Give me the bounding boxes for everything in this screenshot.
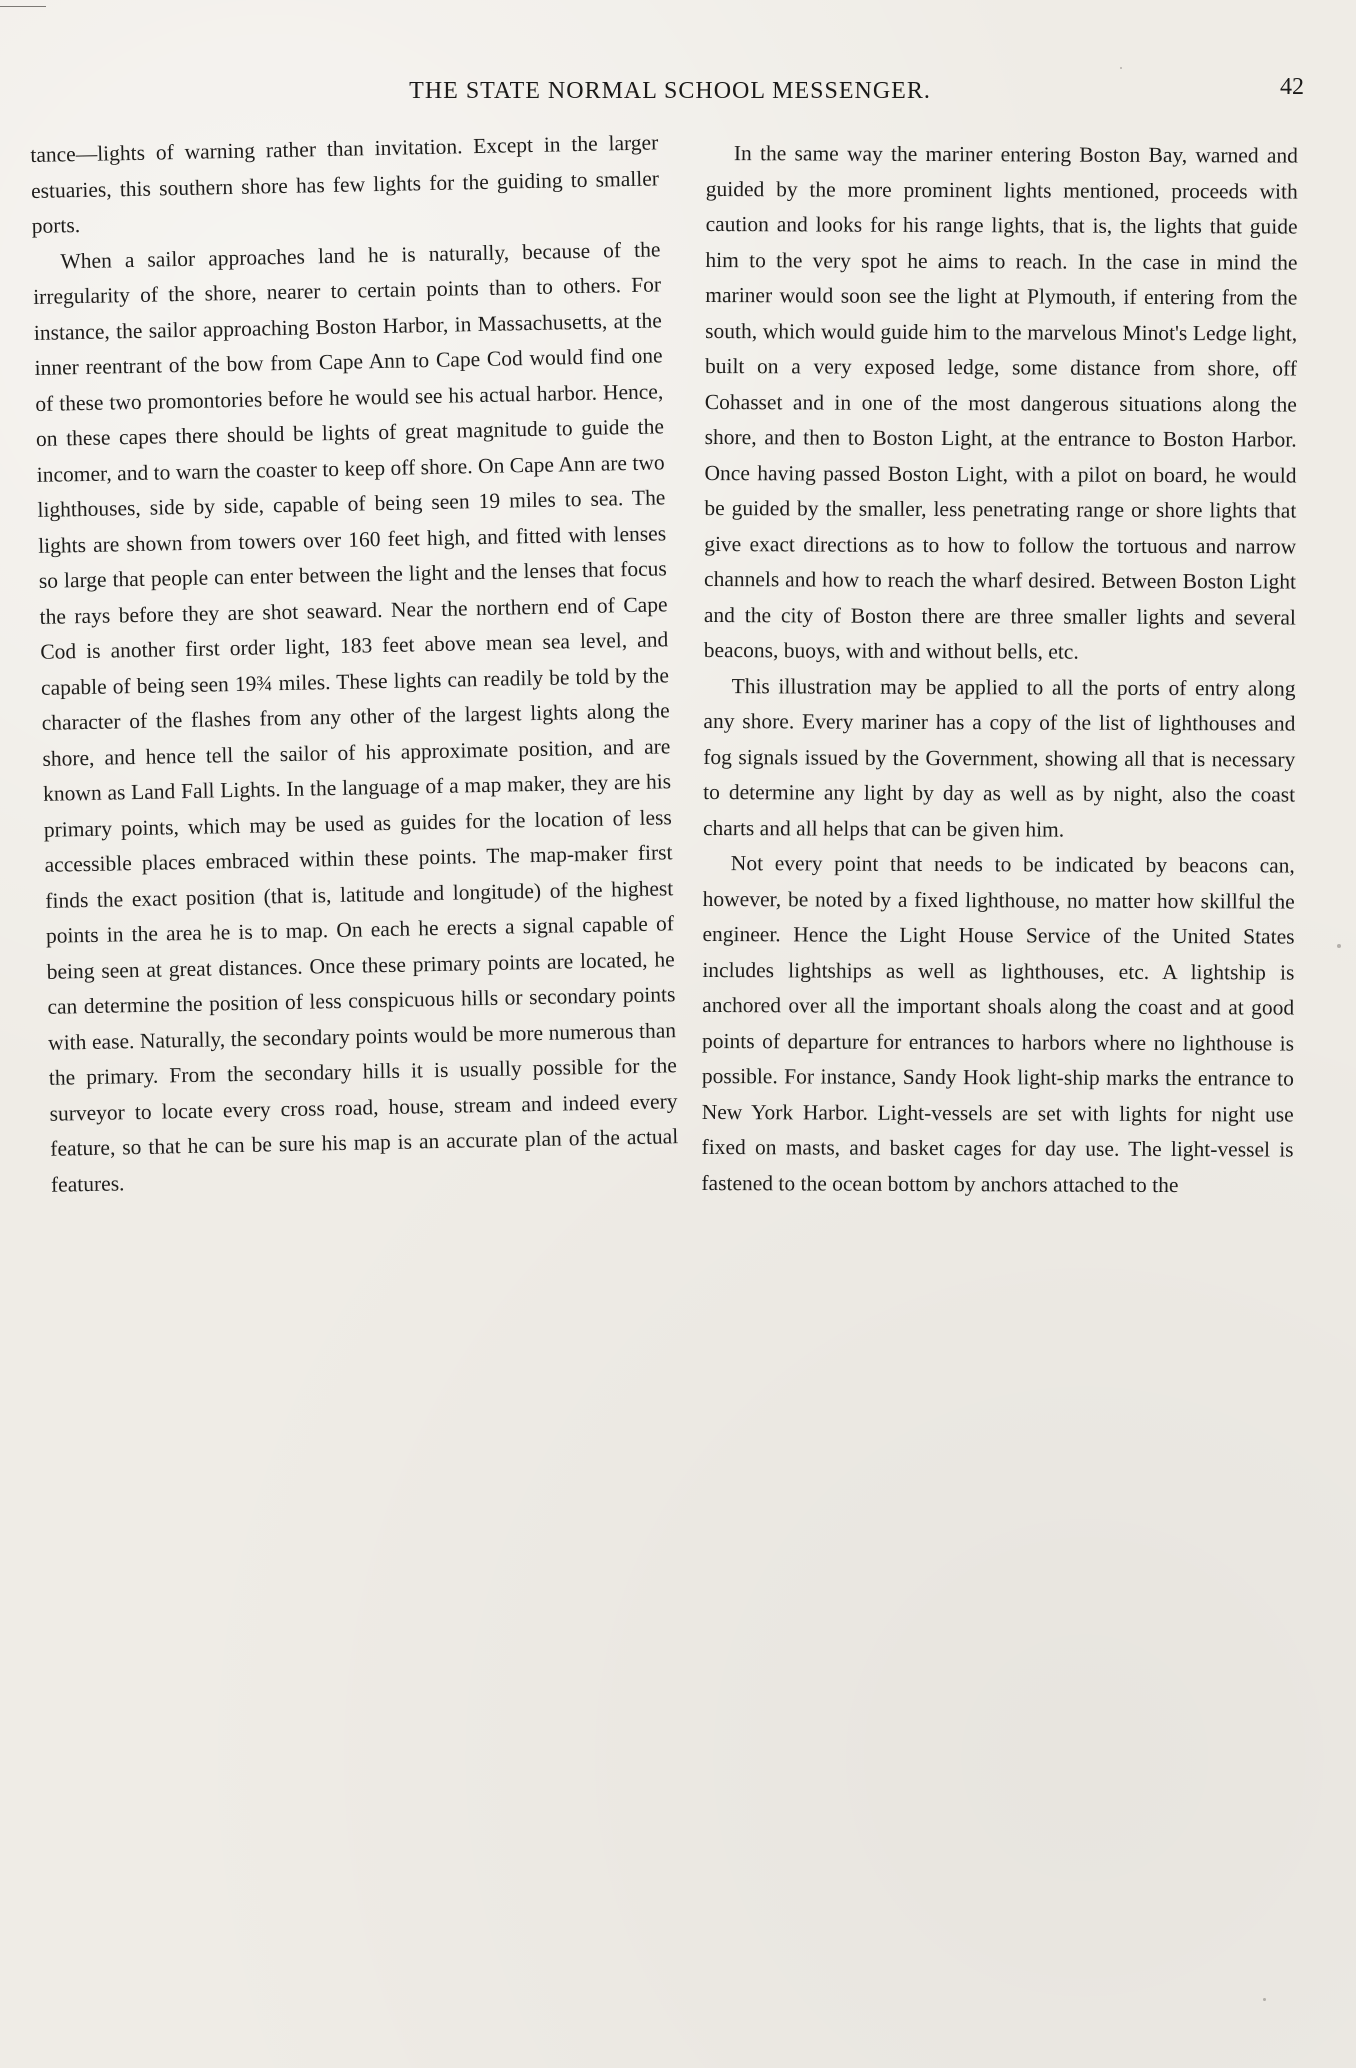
paper-speck bbox=[1337, 944, 1341, 948]
paper-speck bbox=[1120, 67, 1122, 69]
right-paragraph-1: In the same way the mariner entering Boston Bay, warned and guided by the more prominent lights mentioned, proceeds with caution and looks for his range lights, that is, the lights that guide him to the very spot he aims to reach. In the case in mind the mariner would soon see the light at Plymouth, if entering from the south, which would guide him to the marvelous Minot's Ledge light, built on a very exposed ledge, some distance from shore, off Cohasset and in one of the most dangerous situations along the shore, and then to Boston Light, at the entrance to Boston Harbor. Once having passed Boston Light, with a pilot on board, he would be guided by the smaller, less penetrating range or shore lights that give exact directions as to how to follow the tortuous and narrow channels and how to reach the wharf desired. Between Boston Light and the city of Boston there are three smaller lights and several beacons, buoys, with and without bells, etc. bbox=[703, 141, 1298, 664]
left-paragraph-1: tance—lights of warning rather than invitation. Except in the larger estuaries, this southern shore has few lights for the guiding to smaller ports. bbox=[30, 130, 660, 238]
page-number: 42 bbox=[1280, 74, 1304, 100]
top-edge-rule bbox=[0, 6, 46, 7]
right-paragraph-3: Not every point that needs to be indicated by beacons can, however, be noted by a fixed lighthouse, no matter how skillful the engineer. Hence the Light House Service of the United States includes lightships as well as lighthouses, etc. A lightship is anchored over all the important shoals along the coast and at good points of departure for entrances to harbors where no lighthouse is possible. For instance, Sandy Hook light-ship marks the entrance to New York Harbor. Light-vessels are set with lights for night use fixed on masts, and basket cages for day use. The light-vessel is fastened to the ocean bottom by anchors attached to the bbox=[701, 851, 1295, 1197]
right-column bbox=[701, 136, 1298, 1204]
paper-speck bbox=[1263, 1998, 1266, 2001]
right-paragraph-2: This illustration may be applied to all the ports of entry along any shore. Every mariner has a copy of the list of lighthouses and fog signals issued by the Government, showing all that is necessary to determine any light by day as well as by night, also the coast charts and all helps that can be given him. bbox=[702, 673, 1296, 842]
left-column bbox=[30, 125, 679, 1202]
left-paragraph-2: When a sailor approaches land he is naturally, because of the irregularity of the shore, nearer to certain points than to others. For instance, the sailor approaching Boston Harbor, in Massachusetts, at the inner reentrant of the bow from Cape Ann to Cape Cod would find one of these two promontories before he would see his actual harbor. Hence, on these capes there should be lights of great magnitude to guide the incomer, and to warn the coaster to keep off shore. On Cape Ann are two lighthouses, side by side, capable of being seen 19 miles to sea. The lights are shown from towers over 160 feet high, and fitted with lenses so large that people can enter between the light and the lenses that focus the rays before they are shot seaward. Near the northern end of Cape Cod is another first order light, 183 feet above mean sea level, and capable of being seen 19¾ miles. These lights can readily be told by the character of the flashes from any other of the largest lights along the shore, and hence tell the sailor of his approximate position, and are known as Land Fall Lights. In the language of a map maker, they are his primary points, which may be used as guides for the location of less accessible places embraced within these points. The map-maker first finds the exact position (that is, latitude and longitude) of the highest points in the area he is to map. On each he erects a signal capable of being seen at great distances. Once these primary points are located, he can determine the position of less conspicuous hills or secondary points with ease. Naturally, the secondary points would be more numerous than the primary. From the secondary hills it is usually possible for the surveyor to locate every cross road, house, stream and indeed every feature, so that he can be sure his map is an accurate plan of the actual features. bbox=[32, 236, 679, 1197]
running-head-title: THE STATE NORMAL SCHOOL MESSENGER. bbox=[409, 78, 931, 104]
